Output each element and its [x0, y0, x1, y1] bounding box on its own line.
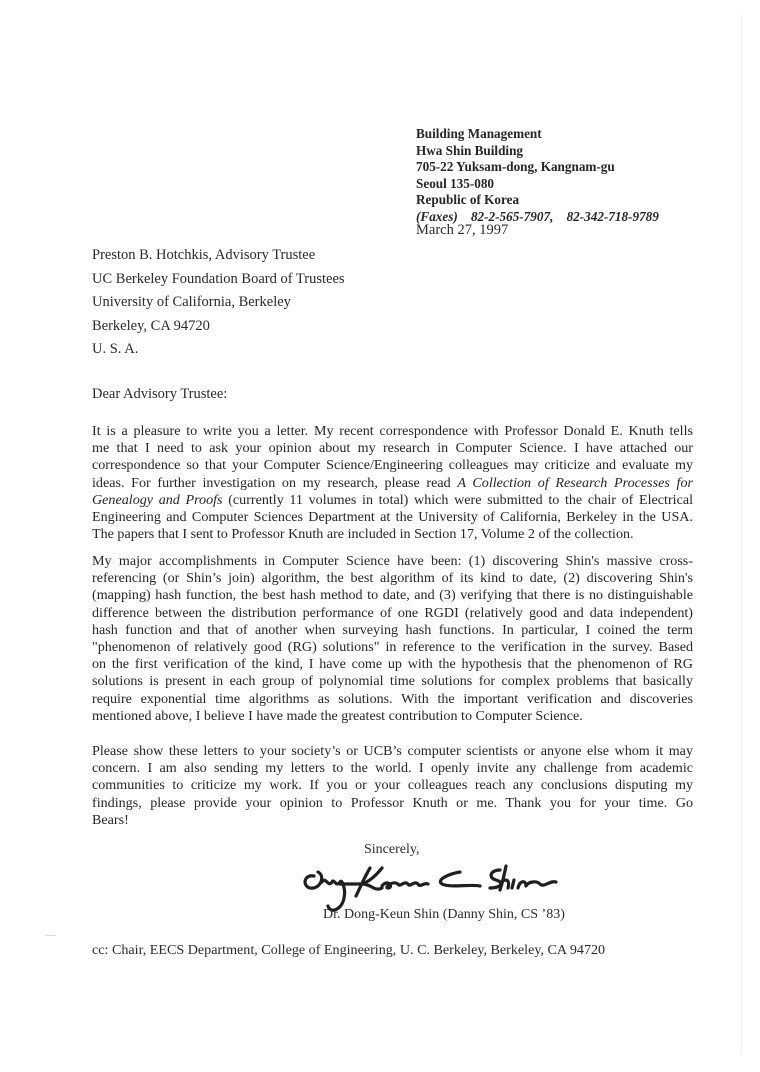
paragraph-line: Bears!: [92, 811, 129, 828]
fax-label: (Faxes): [416, 208, 458, 224]
book-title: Genealogy and Proofs: [92, 491, 223, 508]
paragraph-line: concern. I am also sending my letters to the world. I openly invite any challenge from academic: [92, 760, 693, 777]
body-paragraph-1: [92, 423, 693, 543]
recipient-address-block: [92, 244, 345, 362]
line-text: ideas. For further investigation on my research, please read: [92, 474, 458, 491]
sender-line: Hwa Shin Building: [416, 142, 524, 158]
sender-address-block: [416, 126, 659, 225]
paragraph-line: me that I need to ask your opinion about my research in Computer Science. I have attached our: [92, 440, 693, 457]
paragraph-line: It is a pleasure to write you a letter. My recent correspondence with Professor Donald E. Knuth tells: [92, 423, 693, 439]
recipient-line: Berkeley, CA 94720: [92, 317, 210, 334]
sender-line: Building Management: [416, 126, 542, 141]
recipient-line: Preston B. Hotchkis, Advisory Trustee: [92, 247, 316, 263]
paragraph-line: [92, 475, 693, 492]
recipient-line: U. S. A.: [92, 341, 139, 357]
paragraph-line: hash function and that of another when surveying hash functions. In particular, I coined the term: [92, 621, 693, 638]
paragraph-line: The papers that I sent to Professor Knuth are included in Section 17, Volume 2 of the collection.: [92, 526, 634, 543]
paragraph-line: referencing (or Shin’s join) algorithm, the best algorithm of its kind to date, (2) discovering Shin's: [92, 570, 693, 587]
salutation: Dear Advisory Trustee:: [92, 386, 228, 402]
paragraph-line: [92, 492, 693, 509]
paragraph-line: Engineering and Computer Sciences Department at the University of California, Berkeley in the USA.: [92, 509, 693, 526]
letter-date: March 27, 1997: [416, 222, 509, 238]
sender-line: Seoul 135-080: [416, 175, 495, 191]
body-paragraph-2: [92, 553, 693, 725]
closing: Sincerely,: [364, 842, 420, 857]
body-paragraph-3: [92, 743, 693, 829]
line-text: (currently 11 volumes in total) which were submitted to the chair of Electrical: [228, 491, 693, 508]
scan-artifact: [45, 935, 55, 936]
fax-number: 82-342-718-9789: [566, 208, 659, 224]
book-title: A Collection of Research Processes for: [457, 474, 693, 491]
paragraph-line: correspondence so that your Computer Science/Engineering colleagues may criticize and evaluate my: [92, 457, 693, 474]
paragraph-line: difference between the distribution performance of one RGDI (relatively good and data independent): [92, 604, 693, 621]
fax-number: 82-2-565-7907,: [470, 208, 554, 224]
paragraph-line: require exponential time algorithms as solutions. With the important verification and discoveries: [92, 690, 693, 707]
paragraph-line: "phenomenon of relatively good (RG) solutions" in reference to the verification in the survey. Based: [92, 639, 693, 656]
paragraph-line: (mapping) hash function, the best hash method to date, and (3) verifying that there is no distinguishable: [92, 587, 693, 604]
paragraph-line: mentioned above, I believe I have made the greatest contribution to Computer Science.: [92, 707, 583, 724]
signer-name: Dr. Dong-Keun Shin (Danny Shin, CS ’83): [323, 907, 565, 922]
sender-line: 705-22 Yuksam-dong, Kangnam-gu: [416, 159, 615, 174]
paragraph-line: on the first verification of the kind, I have come up with the hypothesis that the phenomenon of RG: [92, 656, 693, 673]
paragraph-line: solutions is present in each group of polynomial time solutions for complex problems that basically: [92, 673, 693, 690]
paragraph-line: communities to criticize my work. If you or your colleagues reach any conclusions disputing my: [92, 777, 693, 794]
paragraph-line: findings, please provide your opinion to Professor Knuth or me. Thank you for your time. Go: [92, 794, 693, 811]
recipient-line: University of California, Berkeley: [92, 294, 291, 310]
cc-line: cc: Chair, EECS Department, College of Engineering, U. C. Berkeley, Berkeley, CA 94720: [92, 942, 606, 958]
sender-line: Republic of Korea: [416, 192, 520, 207]
paragraph-line: Please show these letters to your society’s or UCB’s computer scientists or anyone else whom it may: [92, 743, 693, 759]
paragraph-line: My major accomplishments in Computer Science have been: (1) discovering Shin's massive cross-: [92, 553, 693, 569]
scan-edge-line: [741, 15, 742, 1055]
recipient-line: UC Berkeley Foundation Board of Trustees: [92, 270, 345, 287]
